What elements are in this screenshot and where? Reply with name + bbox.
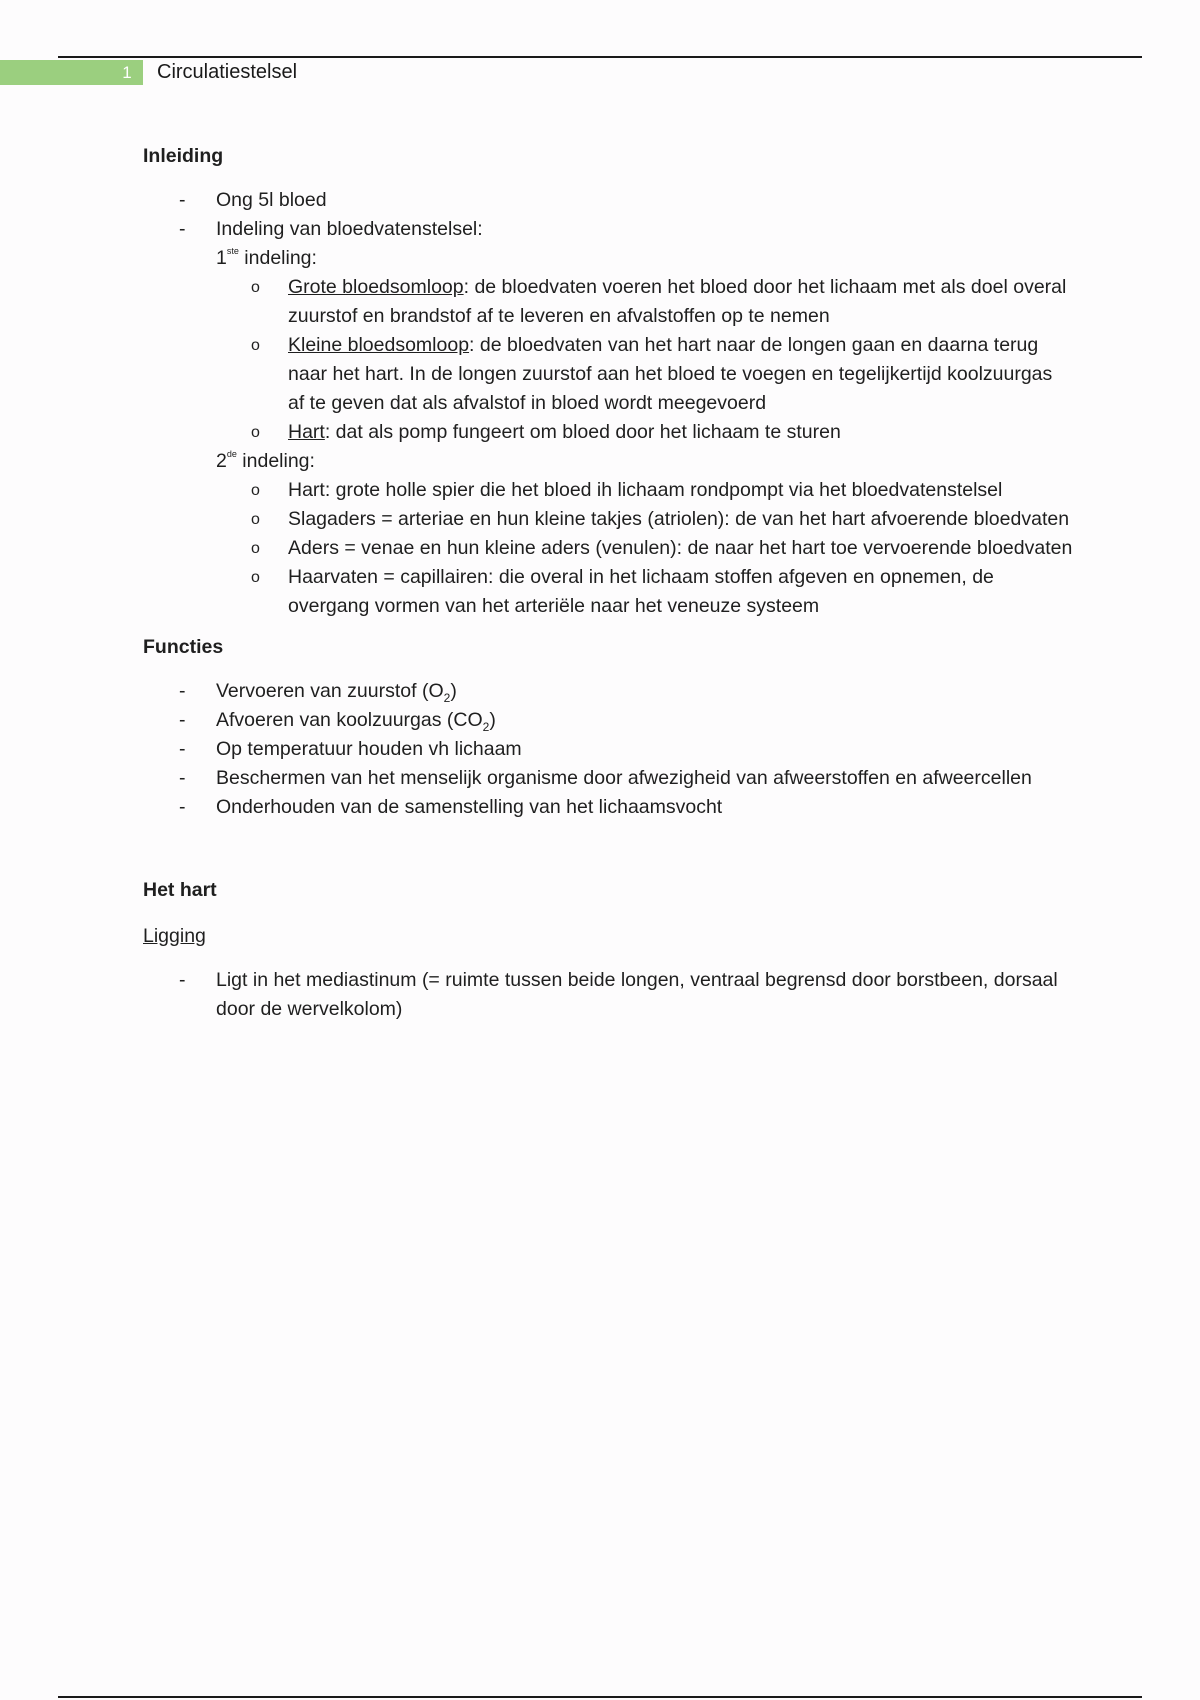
list-item <box>143 966 1073 1024</box>
dash-bullet: - <box>179 969 186 991</box>
list-item-text: Ligt in het mediastinum (= ruimte tussen beide longen, ventraal begrensd door borstbeen, dorsaal door de wervelkolom) <box>216 969 1058 1020</box>
list-item <box>143 505 1073 534</box>
dash-bullet: - <box>179 218 186 240</box>
list-item <box>143 186 1073 215</box>
list-item <box>143 215 1073 244</box>
inleiding-list <box>143 186 1073 244</box>
circle-bullet: o <box>251 337 260 354</box>
circle-bullet: o <box>251 540 260 557</box>
dash-bullet: - <box>179 709 186 731</box>
list-item: - Afvoeren van koolzuurgas $(CO_2)$ <box>143 706 1073 735</box>
list-item <box>143 273 1073 331</box>
header-title: Circulatiestelsel <box>157 61 298 83</box>
list-item-text: Slagaders = arteriae en hun kleine takjes (atriolen): de van het hart afvoerende bloedvaten <box>288 508 1070 530</box>
ligging-list <box>143 966 1073 1024</box>
first-division-list <box>143 273 1073 447</box>
circle-bullet: o <box>251 482 260 499</box>
list-item-text: Haarvaten = capillairen: die overal in het lichaam stoffen afgeven en opnemen, de overgang vormen van het arteriële naar het veneuze systeem <box>288 566 994 617</box>
circle-bullet: o <box>251 569 260 586</box>
document-body <box>143 142 1073 1024</box>
list-item <box>143 418 1073 447</box>
list-item: - Vervoeren van zuurstof $(O_2)$ <box>143 677 1073 706</box>
list-item-text: : dat als pomp fungeert om bloed door het lichaam te sturen <box>324 421 841 443</box>
list-item <box>143 793 1073 822</box>
list-item-text: Aders = venae en hun kleine aders (venulen): de naar het hart toe vervoerende bloedvaten <box>288 537 1073 559</box>
heading-het-hart: Het hart <box>143 879 217 901</box>
list-item <box>143 534 1073 563</box>
subheading-ligging: Ligging <box>143 925 206 947</box>
heading-inleiding: Inleiding <box>143 145 224 167</box>
term-hart: Hart <box>288 421 325 443</box>
dash-bullet: - <box>179 767 186 789</box>
list-item-text: Onderhouden van de samenstelling van het lichaamsvocht <box>216 796 723 818</box>
heading-functies: Functies <box>143 636 224 658</box>
circle-bullet: o <box>251 511 260 528</box>
list-item <box>143 563 1073 621</box>
dash-bullet: - <box>179 680 186 702</box>
dash-bullet: - <box>179 738 186 760</box>
dash-bullet: - <box>179 189 186 211</box>
term-grote-bloedsomloop: Grote bloedsomloop <box>288 276 464 298</box>
circle-bullet: o <box>251 424 260 441</box>
list-item-text: Ong 5l bloed <box>216 189 327 211</box>
functies-list <box>143 677 1073 822</box>
list-item-text: Beschermen van het menselijk organisme door afwezigheid van afweerstoffen en afweercellen <box>216 767 1032 789</box>
list-item-text: : de bloedvaten voeren het bloed door het lichaam met als doel overal zuurstof en brandstof af te leveren en afvalstoffen op te nemen <box>288 276 1067 327</box>
list-item-text: Indeling van bloedvatenstelsel: <box>216 218 483 240</box>
page-number: 1 <box>122 63 132 82</box>
list-item <box>143 764 1073 793</box>
footer-rule <box>58 1696 1142 1698</box>
header-rule <box>58 56 1142 58</box>
first-division-label: 1ste indeling: <box>216 246 317 269</box>
circle-bullet: o <box>251 279 260 296</box>
list-item <box>143 735 1073 764</box>
list-item <box>143 331 1073 418</box>
second-division-label: 2de indeling: <box>216 449 315 472</box>
term-kleine-bloedsomloop: Kleine bloedsomloop <box>288 334 470 356</box>
list-item-text: Op temperatuur houden vh lichaam <box>216 738 522 760</box>
list-item-text: : de bloedvaten van het hart naar de longen gaan en daarna terug naar het hart. In de longen zuurstof aan het bloed te voegen en tegelijkertijd koolzuurgas af te geven dat als afvalstof in bloed wordt meegevoerd <box>288 334 1053 414</box>
dash-bullet: - <box>179 796 186 818</box>
list-item-text: Hart: grote holle spier die het bloed ih lichaam rondpompt via het bloedvatenstelsel <box>288 479 1003 501</box>
second-division-list <box>143 476 1073 621</box>
list-item <box>143 476 1073 505</box>
